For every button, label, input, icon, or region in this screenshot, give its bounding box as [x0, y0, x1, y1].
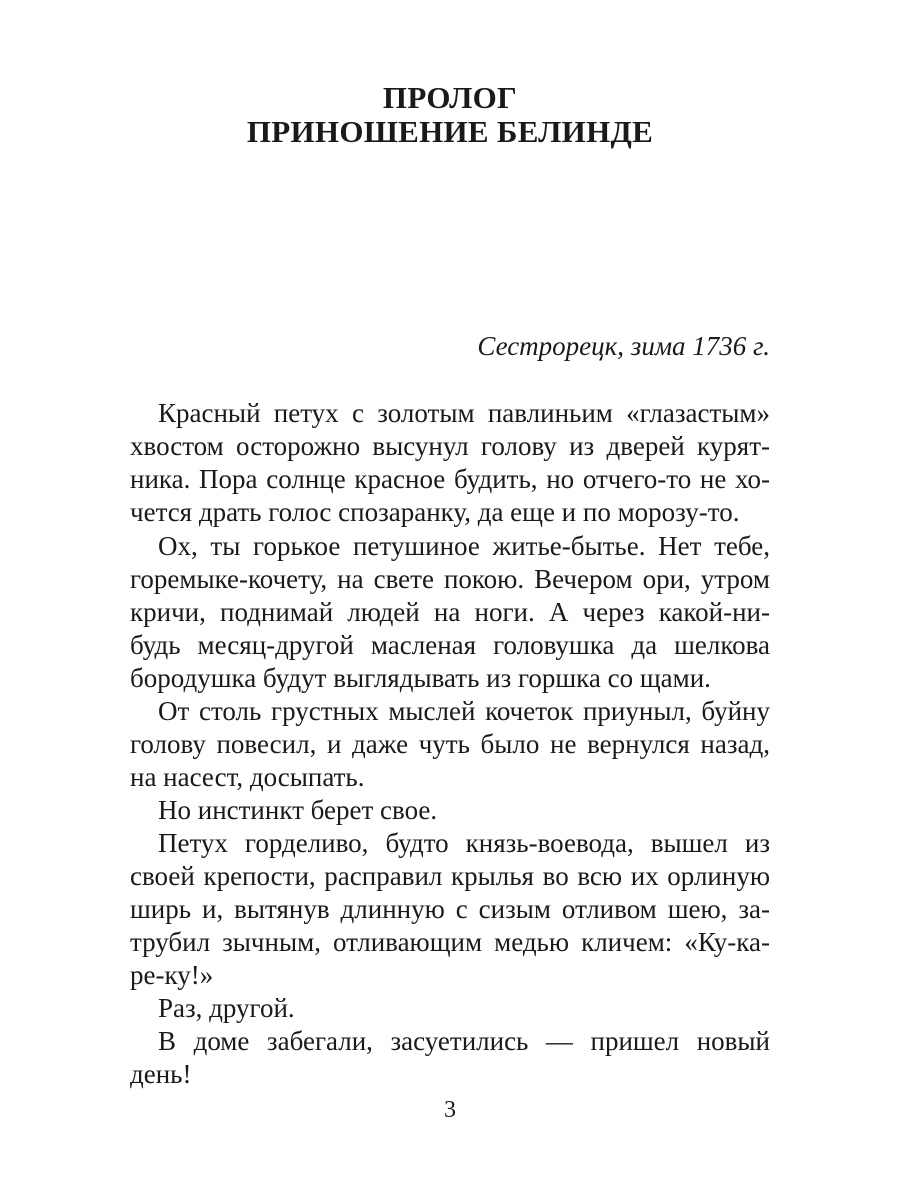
text-line: на насест, досыпать.	[130, 762, 365, 792]
text-line: Но инстинкт берет свое.	[158, 795, 438, 825]
text-line: ника. Пора солнце красное будить, но отчего-то не хо-	[130, 464, 770, 494]
text-line: хвостом осторожно высунул голову из дверей курят-	[130, 431, 770, 461]
text-line: кричи, поднимай людей на ноги. А через какой-ни-	[130, 597, 770, 627]
text-line: чется драть голос спозаранку, да еще и по морозу-то.	[130, 497, 740, 527]
text-line: Раз, другой.	[158, 993, 295, 1023]
text-line: Петух горделиво, будто князь-воевода, вышел из	[158, 828, 770, 858]
text-line: ре-ку!»	[130, 960, 214, 990]
text-line: горемыке-кочету, на свете покою. Вечером ори, утром	[130, 564, 770, 594]
chapter-subtitle: ПРИНОШЕНИЕ БЕЛИНДЕ	[246, 114, 654, 149]
text-line: трубил зычным, отливающим медью кличем: «Ку-ка-	[130, 927, 770, 957]
text-line: Красный петух с золотым павлиньим «глазастым»	[158, 398, 770, 428]
text-line: В доме забегали, засуетились — пришел новый	[158, 1026, 770, 1056]
text-line: ширь и, вытянув длинную с сизым отливом шею, за-	[130, 894, 770, 924]
text-line: Ох, ты горькое петушиное житье-бытье. Нет тебе,	[158, 531, 770, 561]
text-line: голову повесил, и даже чуть было не вернулся назад,	[130, 729, 770, 759]
page-number: 3	[444, 1097, 456, 1123]
text-line: будь месяц-другой масленая головушка да шелкова	[130, 630, 770, 660]
text-line: бородушка будут выглядывать из горшка со щами.	[130, 663, 711, 693]
text-line: день!	[130, 1059, 192, 1089]
text-line: От столь грустных мыслей кочеток приуныл, буйну	[158, 696, 770, 726]
chapter-title: ПРОЛОГ	[382, 80, 518, 115]
epigraph-place-date: Сестрорецк, зима 1736 г.	[477, 331, 770, 361]
text-line: своей крепости, расправил крылья во всю их орлиную	[130, 861, 770, 891]
